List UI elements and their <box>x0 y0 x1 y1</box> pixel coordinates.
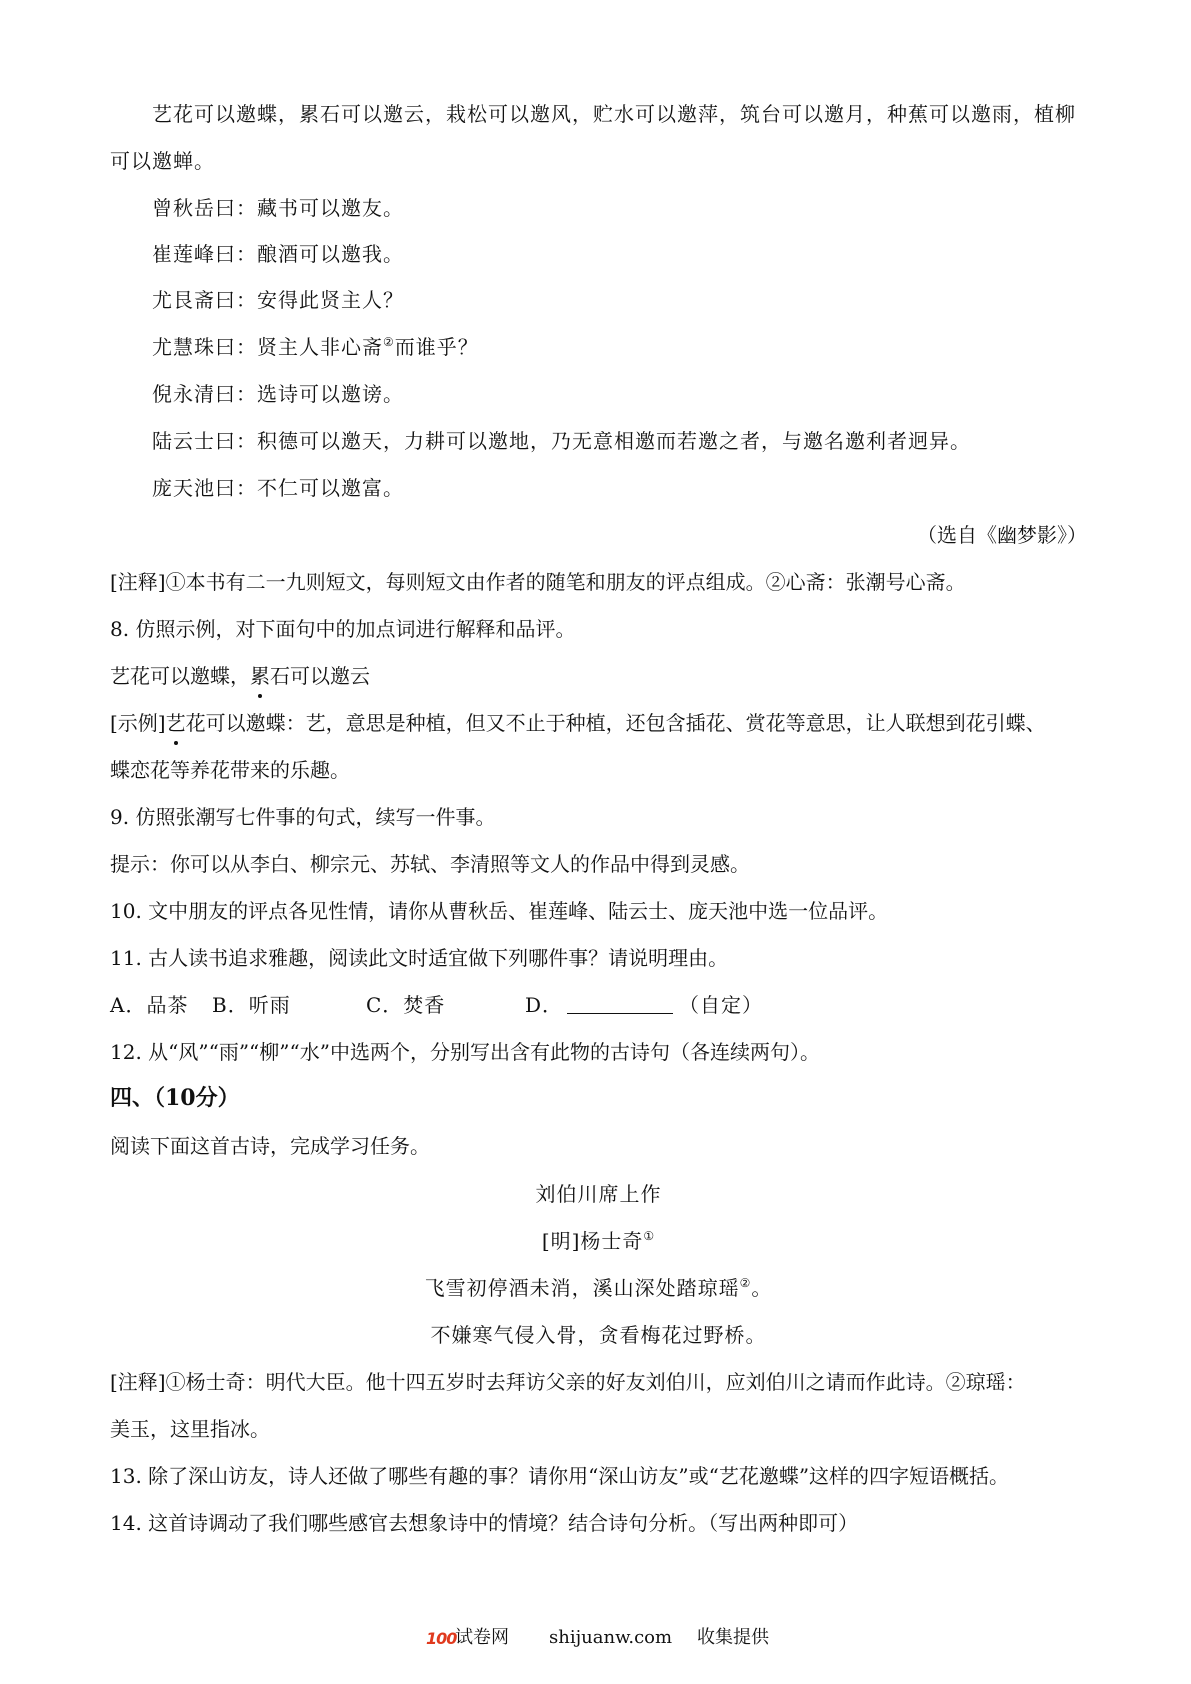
answer-blank[interactable] <box>567 993 673 1014</box>
comment-you-genzhai <box>152 286 1142 314</box>
question-14: 14. 这首诗调动了我们哪些感官去想象诗中的情境？结合诗句分析。（写出两种即可） <box>110 1511 859 1535</box>
option-a: A．品茶 <box>110 993 189 1017</box>
passage-line-1: 艺花可以邀蝶，累石可以邀云，栽松可以邀风，贮水可以邀萍，筑台可以邀月，种蕉可以邀雨，植柳 <box>152 102 1076 126</box>
question-11: 11. 古人读书追求雅趣，阅读此文时适宜做下列哪件事？请说明理由。 <box>110 946 729 970</box>
q8-sentence <box>110 662 1100 690</box>
comment-you-huizhu <box>152 333 1142 361</box>
author-name: [明]杨士奇 <box>541 1229 644 1253</box>
poem-notes-cont: 美玉，这里指冰。 <box>110 1417 270 1441</box>
poem-text: 。 <box>751 1276 773 1300</box>
question-13: 13. 除了深山访友，诗人还做了哪些有趣的事？请你用“深山访友”或“艺花邀蝶”这样的四字短语概括。 <box>110 1464 1010 1488</box>
comment-pang: 庞天池曰：不仁可以邀富。 <box>152 476 404 500</box>
poem-notes: [注释]①杨士奇：明代大臣。他十四五岁时去拜访父亲的好友刘伯川，应刘伯川之请而作此诗。②琼瑶： <box>110 1370 1026 1394</box>
poem-author <box>110 1227 1087 1255</box>
passage-notes: [注释]①本书有二一九则短文，每则短文由作者的随笔和朋友的评点组成。②心斋：张潮号心斋。 <box>110 570 966 594</box>
q11-options <box>110 991 1100 1019</box>
sentence-text: 石可以邀云 <box>270 664 370 688</box>
question-12: 12. 从“风”“雨”“柳”“水”中选两个，分别写出含有此物的古诗句（各连续两句）。 <box>110 1040 820 1064</box>
sentence-text: 艺花可以邀蝶， <box>110 664 250 688</box>
site-domain[interactable]: shijuanw.com <box>549 1627 673 1648</box>
self-set-label: （自定） <box>679 993 764 1017</box>
comment-zeng: 曾秋岳曰：藏书可以邀友。 <box>152 196 404 220</box>
poem-title: 刘伯川席上作 <box>535 1182 662 1206</box>
question-9: 9. 仿照张潮写七件事的句式，续写一件事。 <box>110 805 496 829</box>
dotted-word: 艺 <box>165 711 186 735</box>
question-8: 8. 仿照示例，对下面句中的加点词进行解释和品评。 <box>110 617 576 641</box>
comment-text: 而谁乎？ <box>394 335 479 359</box>
dotted-word: 累 <box>250 664 270 688</box>
comment-text: 尤艮斋曰：安得此贤主人？ <box>152 288 404 312</box>
option-b: B．听雨 <box>212 993 291 1017</box>
poem-text: 飞雪初停酒未消，溪山深处踏琼瑶 <box>424 1276 740 1300</box>
q9-hint: 提示：你可以从李白、柳宗元、苏轼、李清照等文人的作品中得到灵感。 <box>110 852 750 876</box>
passage-source: （选自《幽梦影》） <box>917 523 1087 547</box>
example-text: 花可以邀蝶：艺，意思是种植，但又不止于种植，还包含插花、赏花等意思，让人联想到花引蝶、 <box>185 711 1046 735</box>
question-10: 10. 文中朋友的评点各见性情，请你从曹秋岳、崔莲峰、陆云士、庞天池中选一位品评。 <box>110 899 889 923</box>
passage-line-1-cont: 可以邀蝉。 <box>110 149 215 173</box>
footnote-marker: ① <box>643 1229 656 1243</box>
footnote-marker: ② <box>739 1276 752 1290</box>
poem-line-2: 不嫌寒气侵入骨，贪看梅花过野桥。 <box>430 1323 767 1347</box>
q8-example <box>110 709 1100 737</box>
provided-label: 收集提供 <box>697 1627 769 1648</box>
footnote-marker: ② <box>383 335 395 349</box>
q8-example-cont: 蝶恋花等养花带来的乐趣。 <box>110 758 350 782</box>
section-4-title: 四、（10分） <box>110 1085 240 1111</box>
comment-cui: 崔莲峰曰：酿酒可以邀我。 <box>152 242 404 266</box>
example-label: [示例] <box>110 711 166 735</box>
comment-lu: 陆云士曰：积德可以邀天，力耕可以邀地，乃无意相邀而若邀之者，与邀名邀利者迥异。 <box>152 429 971 453</box>
option-d: D． <box>525 993 564 1017</box>
section-4-intro: 阅读下面这首古诗，完成学习任务。 <box>110 1134 430 1158</box>
comment-ni: 倪永清曰：选诗可以邀谤。 <box>152 382 404 406</box>
site-name: 试卷网 <box>455 1627 509 1648</box>
site-logo: 100 <box>426 1629 457 1648</box>
comment-text: 尤慧珠曰：贤主人非心斋 <box>152 335 383 359</box>
option-c: C．焚香 <box>366 993 446 1017</box>
poem-line-1 <box>110 1274 1087 1302</box>
